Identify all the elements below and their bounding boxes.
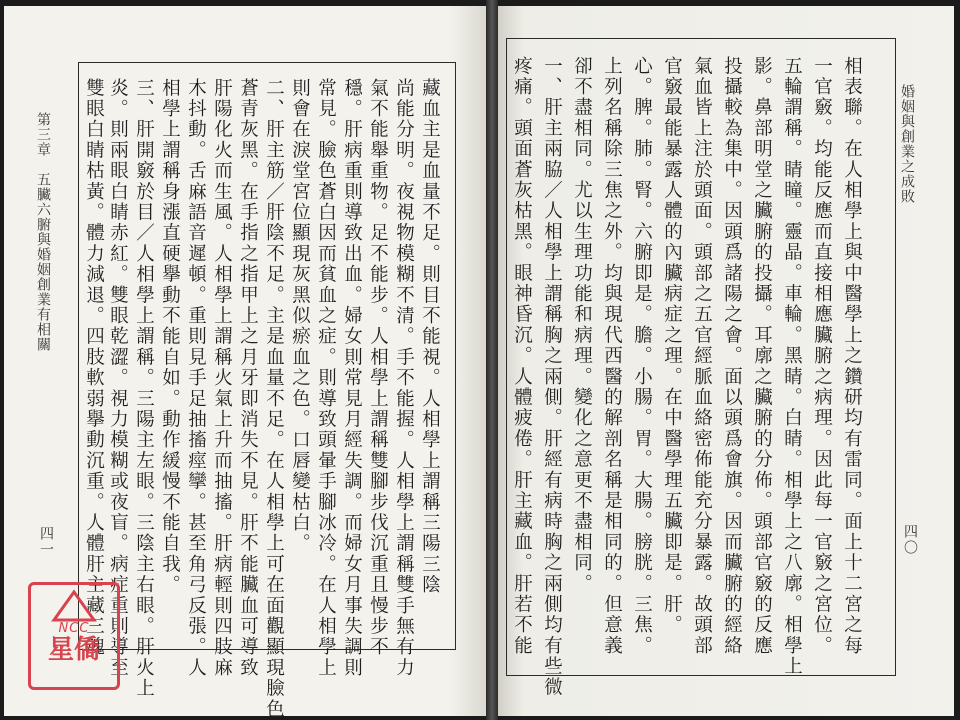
left-column-8: 蒼青灰黑。在手指之指甲上之月牙即消失不見。肝不能臟血可導致 [237,78,259,679]
watermark-ncc-text: NCC [58,621,90,636]
left-column-14: 雙眼白睛枯黃。體力減退。四肢軟弱擧動沉重。人體肝主藏三魂 [83,78,105,658]
left-column-5: 常見。臉色蒼白因而貧血之症。則導致頭暈手腳冰冷。在人相學上 [315,78,337,679]
right-column-9: 上列名稱除三焦之外。均與現代西醫的解剖名稱是相同的。但意義 [601,56,623,657]
right-column-12: 疼痛。頭面蒼灰枯黑。眼神昏沉。人體疲倦。肝主藏血。肝若不能 [511,56,533,657]
right-column-4: 影。鼻部明堂之臟腑的投攝。耳廓之臟腑的分佈。頭部官竅的反應 [751,56,773,657]
left-running-header: 第三章 五臟六腑與婚姻創業有相關 [35,112,51,352]
book-gutter [486,0,498,720]
watermark-stamp [28,582,120,690]
right-column-11: 一、肝主兩脇／人相學上謂稱胸之兩側。肝經有病時胸之兩側均有些微 [541,56,563,698]
right-column-7: 官竅最能暴露人體的內臟病症之理。在中醫學理五臟即是。肝。 [661,56,683,636]
left-column-4: 穩。肝病重則導致出血。婦女則常見月經失調。而婦女月事失調則 [341,78,363,679]
watermark-name: 星僑 [47,635,100,665]
left-column-10: 木抖動。舌麻語音遲頓。重則見手足抽搐痙攣。甚至角弓反張。人 [185,78,207,679]
left-column-2: 尚能分明。夜視物模糊不清。手不能握。人相學上謂稱雙手無有力 [393,78,415,679]
left-page-number: 四一 [38,526,54,558]
left-column-7: 二、肝主筋／肝陰不足。主是血量不足。在人相學上可在面觀顯現臉色 [263,78,285,720]
left-column-1: 藏血主是血量不足。則目不能視。人相學上謂稱三陽三陰 [419,78,441,596]
right-column-3: 五輪謂稱。睛瞳。靈晶。車輪。黑睛。白睛。相學上之八廓。相學上 [781,56,803,677]
right-page-number: 四〇 [902,524,918,556]
left-column-9: 肝陽化火而生風。人相學上謂稱火氣上升而抽搐。肝病輕則四肢麻 [211,78,233,679]
left-column-6: 則會在淚堂宮位顯現灰黑似瘀血之色。口唇變枯白。 [289,78,311,555]
right-column-1: 相表聯。在人相學上與中醫學上之鑽研均有雷同。面上十二宮之每 [841,56,863,657]
pyramid-icon [51,589,97,623]
right-column-10: 卻不盡相同。尤以生理功能和病理。變化之意更不盡相同。 [571,56,593,595]
right-column-2: 一官竅。均能反應而直接相應臟腑之病理。因此每一官竅之宮位。 [811,56,833,657]
right-column-8: 心。脾。肺。腎。六腑即是。膽。小腸。胃。大腸。膀胱。三焦。 [631,56,653,657]
left-column-11: 相學上謂稱身漲直硬擧動不能自如。動作緩慢不能自我。 [159,78,181,596]
left-column-13: 炎。則兩眼白睛赤紅。雙眼乾澀。視力模糊或夜盲。病症重則導至 [107,78,129,679]
right-column-6: 氣血皆上注於頭面。頭部之五官經脈血絡密佈能充分暴露。故頭部 [691,56,713,657]
right-column-5: 投攝較為集中。因頭爲諸陽之會。面以頭爲會旗。因而臟腑的經絡 [721,56,743,657]
right-running-header: 婚姻與創業之成敗 [899,84,915,204]
left-column-12: 三、肝開竅於目／人相學上謂稱。三陽主左眼。三陰主右眼。肝火上 [133,78,155,699]
left-column-3: 氣不能舉重物。足不能步。人相學上謂稱雙腳步伐沉重且慢步不 [367,78,389,658]
